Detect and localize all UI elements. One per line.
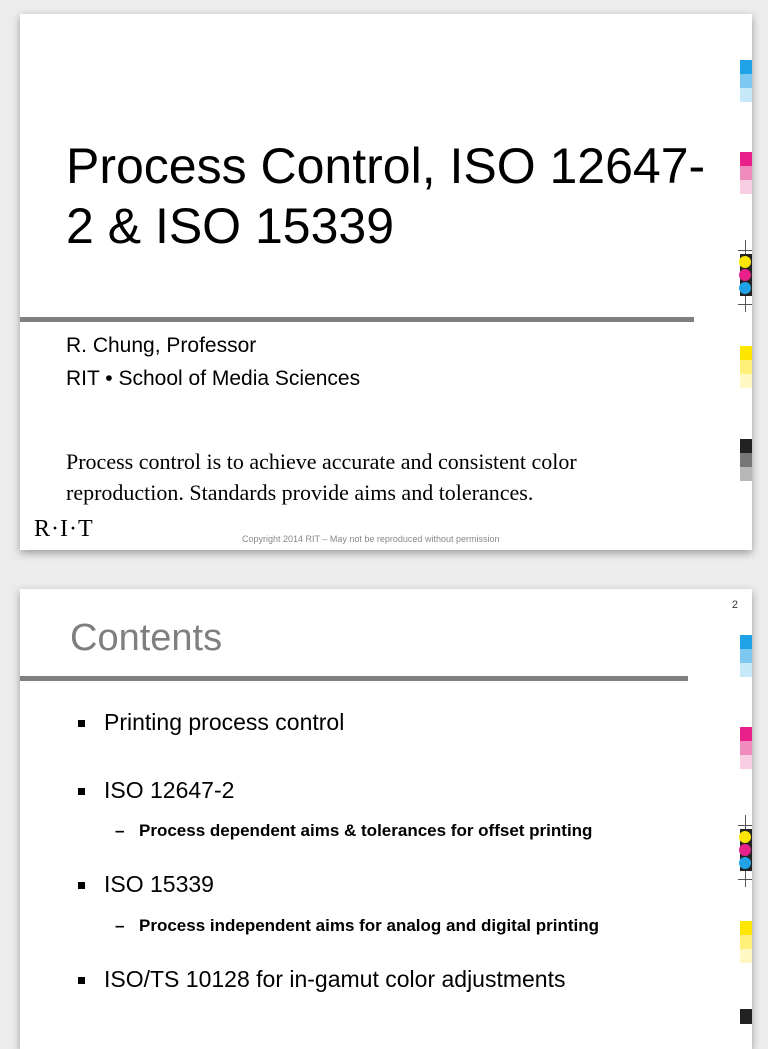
yellow-light-swatch — [740, 949, 752, 963]
sub-bullet-marker: – — [115, 916, 125, 935]
registration-tick — [738, 825, 752, 826]
color-bar-strip-1 — [736, 14, 752, 550]
title-slide — [20, 14, 752, 550]
yellow-tint-swatch — [740, 935, 752, 949]
yellow-tint-swatch — [740, 360, 752, 374]
slide-title: Contents — [70, 617, 223, 659]
bullet-marker — [78, 788, 85, 795]
light-gray-swatch — [740, 467, 752, 481]
rit-logo: R·I·T — [34, 516, 94, 542]
page-number: 2 — [731, 599, 738, 611]
cyan-dot — [739, 282, 751, 294]
yellow-swatch — [740, 346, 752, 360]
title-divider — [20, 317, 694, 322]
contents-slide — [20, 589, 752, 1049]
list-item-text: ISO 15339 — [104, 871, 214, 897]
magenta-light-swatch — [740, 755, 752, 769]
sub-list-item-text: Process dependent aims & tolerances for offset printing — [139, 821, 593, 840]
black-swatch — [740, 439, 752, 453]
yellow-dot — [739, 831, 751, 843]
bullet-marker — [78, 720, 85, 727]
magenta-tint-swatch — [740, 166, 752, 180]
title-divider — [20, 676, 688, 681]
registration-tick — [738, 250, 752, 251]
author-name: R. Chung, Professor — [66, 334, 257, 357]
cyan-swatch — [740, 635, 752, 649]
magenta-dot — [739, 269, 751, 281]
gray-swatch — [740, 453, 752, 467]
magenta-dot — [739, 844, 751, 856]
sub-list-item — [115, 916, 599, 936]
magenta-light-swatch — [740, 180, 752, 194]
cyan-tint-swatch — [740, 649, 752, 663]
cyan-light-swatch — [740, 88, 752, 102]
magenta-tint-swatch — [740, 741, 752, 755]
cyan-tint-swatch — [740, 74, 752, 88]
sub-list-item-text: Process independent aims for analog and digital printing — [139, 916, 600, 935]
list-item-text: Printing process control — [104, 709, 345, 735]
list-item-text: ISO 12647-2 — [104, 777, 235, 803]
cyan-swatch — [740, 60, 752, 74]
registration-tick — [738, 879, 752, 880]
bullet-marker — [78, 977, 85, 984]
sub-bullet-marker: – — [115, 821, 125, 840]
color-bar-strip-2 — [736, 589, 752, 1024]
slide-abstract: Process control is to achieve accurate and consistent color reproduction. Standards provide aims and tolerances. — [66, 449, 577, 505]
author-affiliation: RIT • School of Media Sciences — [66, 367, 361, 390]
sub-list-item — [115, 821, 592, 841]
magenta-swatch — [740, 152, 752, 166]
cyan-dot — [739, 857, 751, 869]
yellow-dot — [739, 256, 751, 268]
black-swatch — [740, 1009, 752, 1024]
list-item-text: ISO/TS 10128 for in-gamut color adjustments — [104, 966, 566, 992]
yellow-swatch — [740, 921, 752, 935]
yellow-light-swatch — [740, 374, 752, 388]
copyright-notice: Copyright 2014 RIT – May not be reproduced without permission — [242, 534, 500, 544]
cyan-light-swatch — [740, 663, 752, 677]
magenta-swatch — [740, 727, 752, 741]
bullet-marker — [78, 882, 85, 889]
slide-title: Process Control, ISO 12647-2 & ISO 15339 — [66, 138, 706, 254]
registration-tick — [738, 304, 752, 305]
